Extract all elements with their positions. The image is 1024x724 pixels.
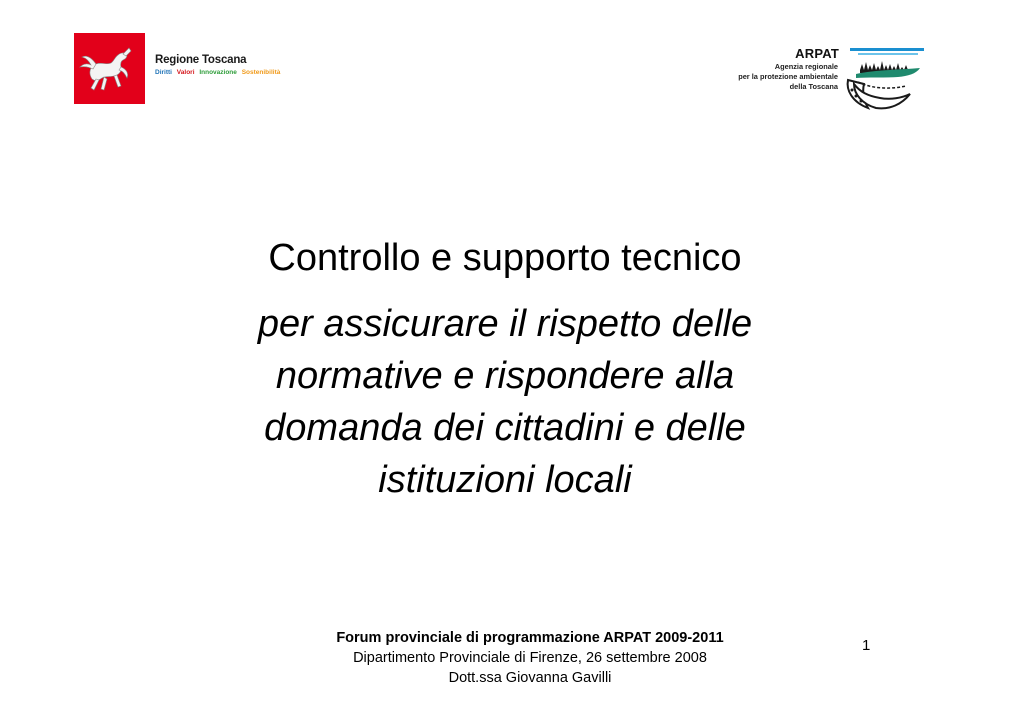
motto-word: Diritti bbox=[155, 69, 172, 76]
arpat-subtitle-line: Agenzia regionale bbox=[774, 62, 838, 71]
slide-subtitle bbox=[150, 298, 860, 506]
footer-author: Dott.ssa Giovanna Gavilli bbox=[448, 670, 612, 686]
slide-title: Controllo e supporto tecnico bbox=[268, 237, 742, 279]
arpat-subtitle-line: per la protezione ambientale bbox=[738, 72, 838, 81]
motto-word: Sostenibilità bbox=[241, 69, 281, 76]
motto-word: Innovazione bbox=[199, 69, 237, 76]
subtitle-line: normative e rispondere alla bbox=[275, 355, 735, 397]
page-number: 1 bbox=[862, 637, 871, 654]
arpat-name: ARPAT bbox=[795, 46, 839, 61]
arpat-logo-icon bbox=[842, 46, 924, 114]
subtitle-line: per assicurare il rispetto delle bbox=[257, 303, 753, 345]
footer-department-date: Dipartimento Provinciale di Firenze, 26 settembre 2008 bbox=[353, 650, 707, 666]
regione-toscana-name: Regione Toscana bbox=[155, 54, 247, 66]
pegasus-icon bbox=[74, 33, 145, 104]
subtitle-line: istituzioni locali bbox=[378, 459, 632, 501]
slide-title-block bbox=[150, 232, 860, 506]
regione-toscana-motto bbox=[155, 69, 283, 76]
motto-word: Valori bbox=[176, 69, 195, 76]
subtitle-line: domanda dei cittadini e delle bbox=[264, 407, 746, 449]
arpat-subtitle-line: della Toscana bbox=[789, 82, 838, 91]
regione-toscana-logo bbox=[74, 33, 145, 104]
slide-footer bbox=[280, 628, 780, 688]
footer-event-name: Forum provinciale di programmazione ARPAT 2009-2011 bbox=[336, 630, 724, 646]
